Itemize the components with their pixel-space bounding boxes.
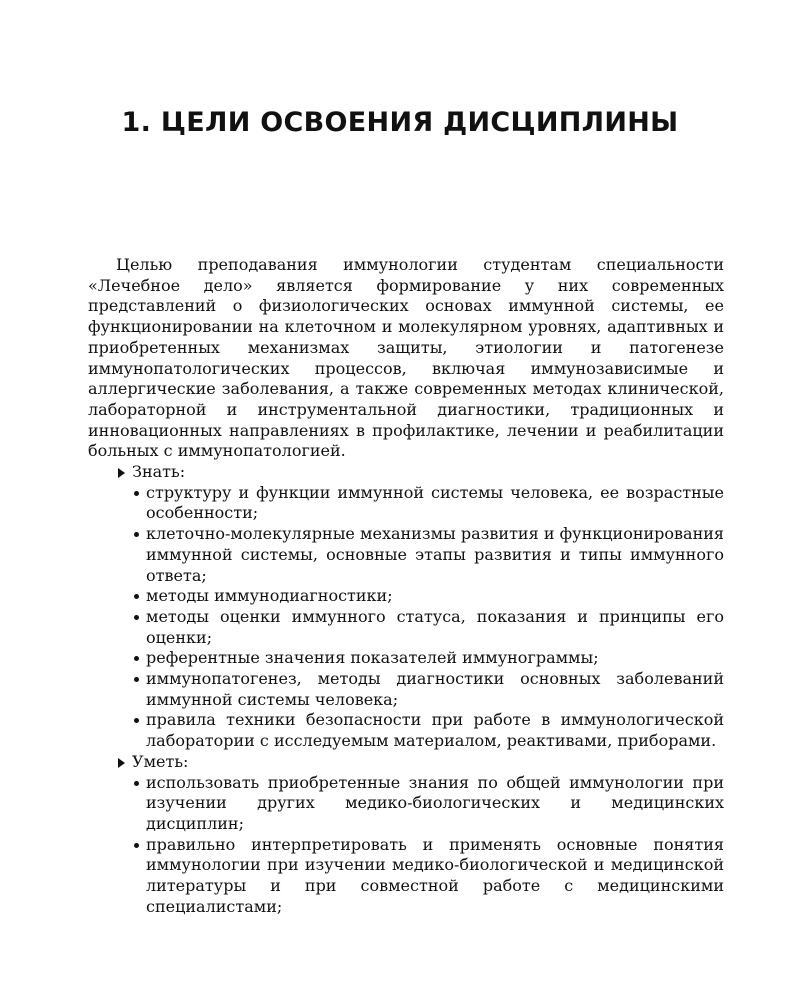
triangle-right-icon [118,468,125,478]
list-item [88,669,724,710]
section-heading-label: Уметь: [132,751,189,771]
bullet-dot-icon [134,532,139,537]
list-item-text: правила техники безопасности при работе в иммунологической лаборатории с исследуемым материалом, реактивами, приборами. [146,710,724,751]
list-item [88,773,724,835]
list-item-text: использовать приобретенные знания по общей иммунологии при изучении других медико-биологических и медицинских дисциплин; [146,772,724,833]
section-heading [88,752,724,773]
bullet-dot-icon [134,491,139,496]
bullet-list [88,773,724,918]
page-title: 1. ЦЕЛИ ОСВОЕНИЯ ДИСЦИПЛИНЫ [121,107,679,138]
section-heading-label: Знать: [132,462,186,482]
list-item-text: структуру и функции иммунной системы человека, ее возрастные особенности; [146,482,724,523]
document-body [88,255,724,918]
list-item-text: референтные значения показателей иммунограммы; [146,648,599,668]
list-item-text: иммунопатогенез, методы диагностики основных заболеваний иммунной системы человека; [146,669,724,709]
list-item-text: методы иммунодиагностики; [146,586,393,606]
intro-paragraph: Целью преподавания иммунологии студентам специальности «Лечебное дело» является формирование у них современных представлений о физиологических основах иммунной системы, ее функционировании на клеточном и молекулярном уровнях, адаптивных и приобретенных механизмах защиты, этиологии и патогенезе иммунопатологических процессов, включая иммунозависимые и аллергические заболевания, а также современных методах клинической, лабораторной и инструментальной диагностики, традиционных и инновационных направлениях в профилактике, лечении и реабилитации больных с иммунопатологией. [88,255,724,461]
bullet-dot-icon [134,843,139,848]
section-heading [88,462,724,483]
bullet-dot-icon [134,615,139,620]
list-item-text: правильно интерпретировать и применять основные понятия иммунологии при изучении медико-биологической и медицинской литературы и при совместной работе с медицинскими специалистами; [146,834,724,916]
section-know [88,462,724,752]
list-item-text: методы оценки иммунного статуса, показания и принципы его оценки; [146,606,724,647]
bullet-dot-icon [134,718,139,723]
triangle-right-icon [118,758,125,768]
bullet-dot-icon [134,594,139,599]
bullet-dot-icon [134,677,139,682]
list-item [88,648,724,669]
list-item [88,524,724,586]
bullet-dot-icon [134,656,139,661]
list-item [88,586,724,607]
list-item [88,835,724,918]
list-item [88,483,724,524]
list-item [88,710,724,751]
bullet-list [88,483,724,752]
list-item [88,607,724,648]
section-skills [88,752,724,918]
list-item-text: клеточно-молекулярные механизмы развития и функционирования иммунной системы, основные этапы развития и типы иммунного ответа; [146,524,724,585]
bullet-dot-icon [134,781,139,786]
